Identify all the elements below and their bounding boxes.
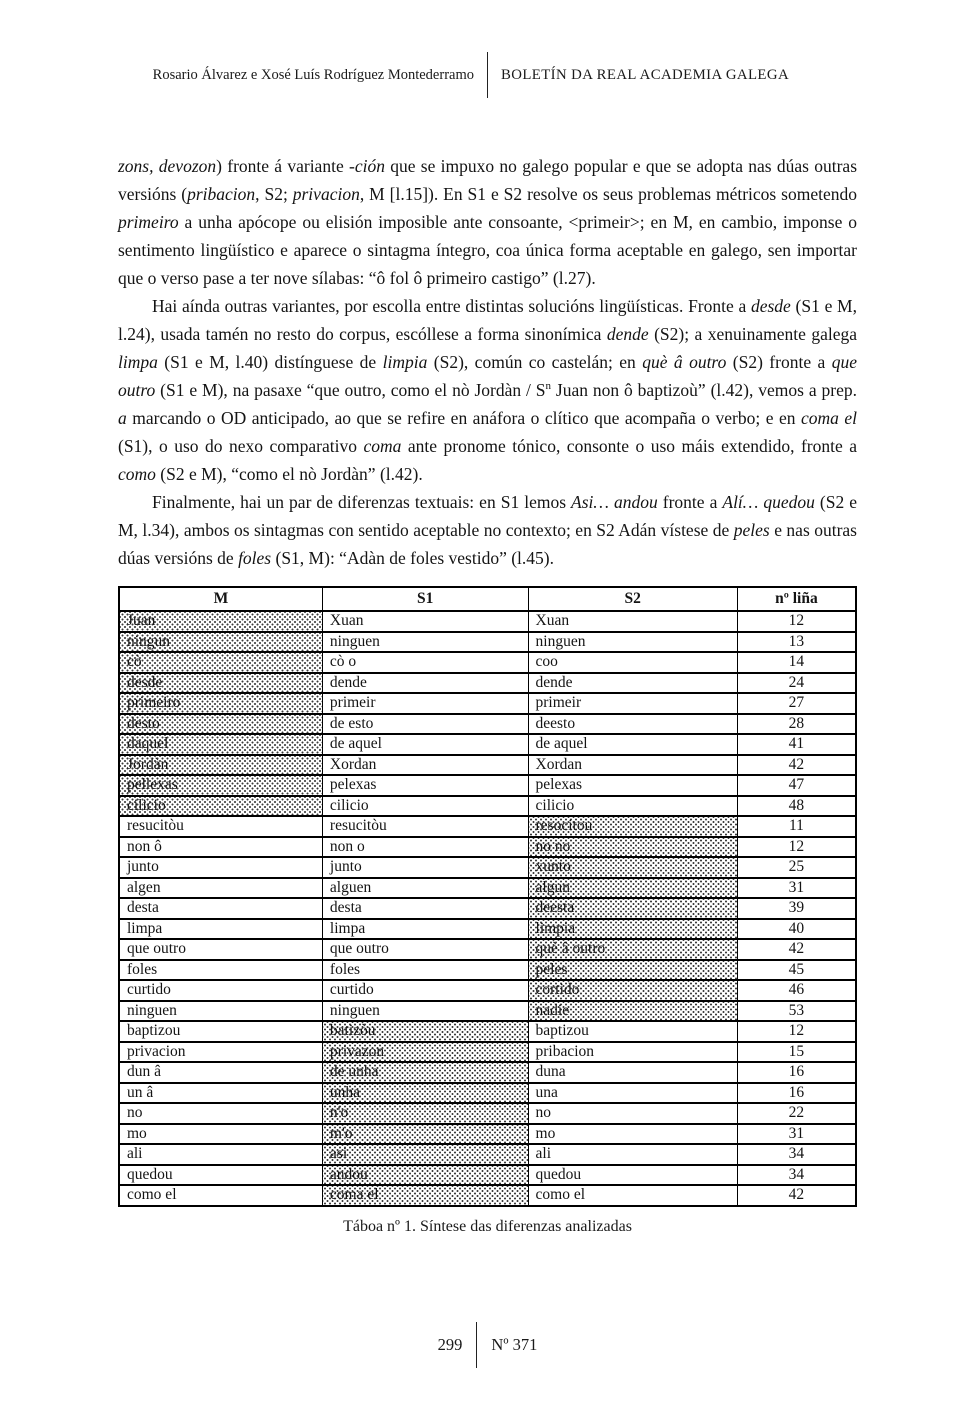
table-cell: 11 <box>737 816 856 837</box>
table-cell: Juan <box>119 611 322 632</box>
table-column-header: nº liña <box>737 587 856 611</box>
table-cell: dende <box>322 673 528 694</box>
table-cell: 42 <box>737 939 856 960</box>
table-cell: n'o <box>322 1103 528 1124</box>
paragraph: Hai aínda outras variantes, por escolla entre distintas solucións lingüísticas. Fronte a desde (S1 e M, l.24), usada tamén no resto do corpus, escóllese a forma sinonímica dende (S2); a xenuinamente galega limpa (S1 e M, l.40) distínguese de limpia (S2), común co castelán; en què â outro (S2) fronte a que outro (S1 e M), na pasaxe “que outro, como el nò Jordàn / $S^n$ Juan non ô baptizoù” (l.42), vemos a prep. a marcando o OD anticipado, ao que se refire en anáfora o clítico que acompaña o verbo; e en coma el (S1), o uso do nexo comparativo coma ante pronome tónico, consonte o uso máis extendido, fronte a como (S2 e M), “como el nò Jordàn” (l.42). <box>118 296 857 484</box>
table-cell: resucitòu <box>322 816 528 837</box>
table-cell: 31 <box>737 878 856 899</box>
table-row <box>119 1042 856 1063</box>
table-row <box>119 796 856 817</box>
table-cell: mo <box>528 1124 737 1145</box>
table-row <box>119 1001 856 1022</box>
table-cell: batizòu <box>322 1021 528 1042</box>
table-column-header: M <box>119 587 322 611</box>
table-cell: no <box>119 1103 322 1124</box>
differences-table <box>118 586 857 1207</box>
table-cell: privazon <box>322 1042 528 1063</box>
table-cell: non o <box>322 837 528 858</box>
table-cell: 34 <box>737 1165 856 1186</box>
table-cell: ali <box>528 1144 737 1165</box>
table-row <box>119 734 856 755</box>
table-cell: 12 <box>737 1021 856 1042</box>
table-cell: desto <box>119 714 322 735</box>
table-cell: primeir <box>322 693 528 714</box>
table-cell: deesto <box>528 714 737 735</box>
table-cell: de esto <box>322 714 528 735</box>
table-cell: curtido <box>119 980 322 1001</box>
table-row <box>119 878 856 899</box>
paragraph: Finalmente, hai un par de diferenzas textuais: en S1 lemos Asi… andou fronte a Alí… quedou (S2 e M, l.34), ambos os sintagmas con sentido aceptable no contexto; en S2 Adán vístese de peles e nas outras dúas versións de foles (S1, M): “Adàn de foles vestido” (l.45). <box>118 492 858 568</box>
table-cell: asi <box>322 1144 528 1165</box>
header-divider <box>487 52 488 98</box>
table-cell: primeiro <box>119 693 322 714</box>
table-row <box>119 857 856 878</box>
table-row <box>119 960 856 981</box>
table-cell: algun <box>528 878 737 899</box>
table-row <box>119 1185 856 1206</box>
table-cell: dun â <box>119 1062 322 1083</box>
table-cell: baptizou <box>528 1021 737 1042</box>
table-cell: 22 <box>737 1103 856 1124</box>
table-row <box>119 632 856 653</box>
table-cell: 31 <box>737 1124 856 1145</box>
table-cell: ningun <box>119 632 322 653</box>
table-cell: 28 <box>737 714 856 735</box>
table-row <box>119 1165 856 1186</box>
table-row <box>119 611 856 632</box>
page-body <box>118 152 857 1236</box>
footer-divider <box>476 1322 477 1368</box>
table-cell: 40 <box>737 919 856 940</box>
table-row <box>119 1021 856 1042</box>
header-authors: Rosario Álvarez e Xosé Luís Rodríguez Montederramo <box>152 66 474 83</box>
table-row <box>119 980 856 1001</box>
table-cell: baptizou <box>119 1021 322 1042</box>
table-cell: curtido <box>322 980 528 1001</box>
table-row <box>119 1083 856 1104</box>
table-cell: peles <box>528 960 737 981</box>
table-cell: andou <box>322 1165 528 1186</box>
table-column-header: S1 <box>322 587 528 611</box>
table-row <box>119 1124 856 1145</box>
table-cell: como el <box>119 1185 322 1206</box>
table-cell: 12 <box>737 611 856 632</box>
table-figure <box>118 586 857 1236</box>
table-row <box>119 898 856 919</box>
table-cell: ninguen <box>528 632 737 653</box>
table-cell: Xuan <box>528 611 737 632</box>
table-cell: 46 <box>737 980 856 1001</box>
table-cell: 15 <box>737 1042 856 1063</box>
table-cell: 12 <box>737 837 856 858</box>
table-cell: coma el <box>322 1185 528 1206</box>
table-cell: 53 <box>737 1001 856 1022</box>
page-footer <box>0 1322 975 1368</box>
table-cell: resocitou <box>528 816 737 837</box>
table-cell: 45 <box>737 960 856 981</box>
table-cell: de unha <box>322 1062 528 1083</box>
table-cell: como el <box>528 1185 737 1206</box>
table-header-row <box>119 587 856 611</box>
table-cell: un â <box>119 1083 322 1104</box>
table-cell: 24 <box>737 673 856 694</box>
table-cell: 25 <box>737 857 856 878</box>
table-row <box>119 693 856 714</box>
table-row <box>119 755 856 776</box>
page-number: 299 <box>437 1335 463 1354</box>
content-column <box>118 0 857 1236</box>
issue-number: Nº 371 <box>491 1335 538 1354</box>
table-cell: primeir <box>528 693 737 714</box>
table-row <box>119 837 856 858</box>
table-cell: 42 <box>737 755 856 776</box>
table-row <box>119 714 856 735</box>
table-cell: m'o <box>322 1124 528 1145</box>
table-cell: no <box>528 1103 737 1124</box>
table-cell: 41 <box>737 734 856 755</box>
table-cell: 14 <box>737 652 856 673</box>
table-cell: junto <box>322 857 528 878</box>
table-cell: 16 <box>737 1062 856 1083</box>
table-cell: unha <box>322 1083 528 1104</box>
table-cell: Xuan <box>322 611 528 632</box>
table-cell: limpa <box>322 919 528 940</box>
table-cell: algen <box>119 878 322 899</box>
table-cell: no no <box>528 837 737 858</box>
table-cell: ninguen <box>322 632 528 653</box>
table-cell: non ô <box>119 837 322 858</box>
table-row <box>119 775 856 796</box>
page-header <box>118 0 857 98</box>
table-cell: foles <box>322 960 528 981</box>
table-cell: foles <box>119 960 322 981</box>
table-cell: ninguen <box>119 1001 322 1022</box>
table-row <box>119 1062 856 1083</box>
table-cell: cilicio <box>528 796 737 817</box>
table-cell: cilicio <box>322 796 528 817</box>
table-cell: daquel <box>119 734 322 755</box>
table-cell: quedou <box>528 1165 737 1186</box>
table-cell: pelexas <box>322 775 528 796</box>
table-cell: coo <box>528 652 737 673</box>
table-row <box>119 652 856 673</box>
table-cell: 42 <box>737 1185 856 1206</box>
table-cell: ali <box>119 1144 322 1165</box>
table-row <box>119 919 856 940</box>
table-cell: una <box>528 1083 737 1104</box>
table-cell: desta <box>322 898 528 919</box>
table-cell: ninguen <box>322 1001 528 1022</box>
table-cell: de aquel <box>322 734 528 755</box>
table-cell: 13 <box>737 632 856 653</box>
table-cell: Xordan <box>528 755 737 776</box>
table-cell: deesta <box>528 898 737 919</box>
table-cell: pelexas <box>528 775 737 796</box>
table-cell: junto <box>119 857 322 878</box>
table-cell: què â outro <box>528 939 737 960</box>
table-column-header: S2 <box>528 587 737 611</box>
table-cell: pribacion <box>528 1042 737 1063</box>
table-cell: Jordàn <box>119 755 322 776</box>
table-cell: desde <box>119 673 322 694</box>
table-row <box>119 816 856 837</box>
table-cell: que outro <box>322 939 528 960</box>
header-journal: BOLETÍN DA REAL ACADEMIA GALEGA <box>501 66 790 83</box>
table-row <box>119 1144 856 1165</box>
table-cell: cò <box>119 652 322 673</box>
table-row <box>119 939 856 960</box>
table-cell: 48 <box>737 796 856 817</box>
table-cell: 27 <box>737 693 856 714</box>
table-row <box>119 673 856 694</box>
table-cell: alguen <box>322 878 528 899</box>
table-cell: 39 <box>737 898 856 919</box>
table-cell: quedou <box>119 1165 322 1186</box>
table-cell: duna <box>528 1062 737 1083</box>
table-cell: Xordan <box>322 755 528 776</box>
table-row <box>119 1103 856 1124</box>
table-cell: pellexas <box>119 775 322 796</box>
table-cell: 47 <box>737 775 856 796</box>
table-cell: dende <box>528 673 737 694</box>
table-cell: cilicio <box>119 796 322 817</box>
table-cell: 16 <box>737 1083 856 1104</box>
table-cell: limpa <box>119 919 322 940</box>
body-paragraphs <box>118 152 857 572</box>
table-cell: mo <box>119 1124 322 1145</box>
table-cell: privacion <box>119 1042 322 1063</box>
table-cell: cò o <box>322 652 528 673</box>
table-cell: cortido <box>528 980 737 1001</box>
table-cell: de aquel <box>528 734 737 755</box>
table-cell: que outro <box>119 939 322 960</box>
paragraph: zons, devozon) fronte á variante -ción que se impuxo no galego popular e que se adopta nas dúas outras versións (pribacion, S2; privacion, M [l.15]). En S1 e S2 resolve os seus problemas métricos sometendo primeiro a unha apócope ou elisión imposible ante consoante, <primeir>; en M, en cambio, imponse o sentimento lingüístico e aparece o sintagma íntegro, coa única forma aceptable en galego, sen importar que o verso pase a ter nove sílabas: “ô fol ô primeiro castigo” (l.27). <box>118 156 858 288</box>
table-cell: nadie <box>528 1001 737 1022</box>
table-cell: desta <box>119 898 322 919</box>
table-cell: resucitòu <box>119 816 322 837</box>
table-caption: Táboa nº 1. Síntese das diferenzas analizadas <box>343 1217 632 1235</box>
table-cell: limpia <box>528 919 737 940</box>
table-cell: xunto <box>528 857 737 878</box>
table-cell: 34 <box>737 1144 856 1165</box>
